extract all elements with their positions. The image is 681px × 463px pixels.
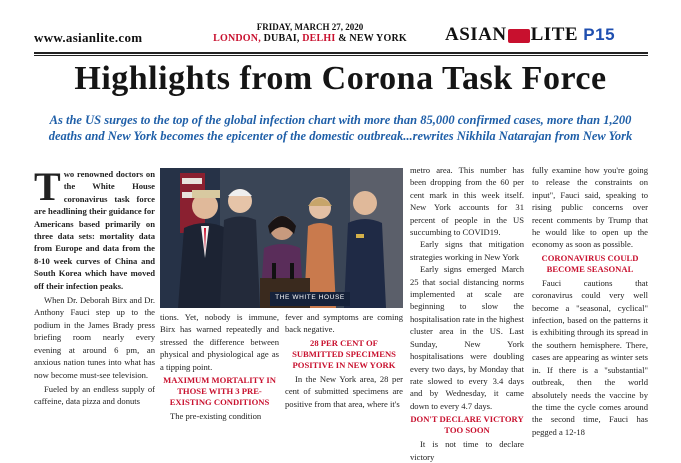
page-number: P15	[583, 25, 616, 44]
article-deck: As the US surges to the top of the global infection chart with more than 85,000 confirmed cases, more than 1,200 deaths and New York becomes the epicenter of the domestic outbreak...rewrites Nikhila Natarajan from New York	[48, 113, 633, 143]
city-delhi: DELHI	[302, 33, 336, 44]
city-ampersand: &	[338, 33, 347, 44]
logo-text-asian: ASIAN	[445, 24, 507, 45]
paragraph: When Dr. Deborah Birx and Dr. Anthony Fauci step up to the podium in the James Brady press briefing room nearly every evening at around 6 pm, an anxious nation tunes into what has now become must-see television.	[34, 295, 155, 380]
subhead-victory: DON'T DECLARE VICTORY TOO SOON	[410, 414, 524, 436]
asianlite-logo[interactable]	[445, 24, 615, 46]
lede-paragraph	[34, 164, 155, 292]
column-5	[532, 164, 648, 438]
city-new-york: NEW YORK	[349, 33, 407, 44]
issue-date: FRIDAY, MARCH 27, 2020	[256, 22, 364, 32]
city-dubai: DUBAI,	[263, 33, 300, 44]
paragraph: The pre-existing condition	[170, 411, 262, 422]
column-4	[410, 164, 524, 463]
column-2	[160, 311, 279, 422]
photo-illustration	[160, 168, 403, 308]
subhead-specimens: 28 PER CENT OF SUBMITTED SPECIMENS POSITIVE IN NEW YORK	[292, 337, 396, 370]
edition-cities	[200, 33, 420, 44]
press-briefing-photo	[160, 168, 403, 308]
paragraph: Early signs that mitigation strategies working in New York	[410, 239, 524, 262]
subhead-seasonal: CORONAVIRUS COULD BECOME SEASONAL	[541, 252, 639, 274]
paragraph: In the New York area, 28 per cent of submitted specimens are positive from that area, where it's	[285, 373, 403, 409]
dateline	[200, 22, 420, 44]
city-london: LONDON,	[213, 33, 261, 44]
drop-cap: T	[34, 164, 61, 209]
masthead-rule	[34, 52, 648, 54]
logo-text-lite: LITE	[530, 24, 579, 45]
paragraph: Fauci cautions that coronavirus could very well become a "seasonal, cyclical" infection, based on the patterns it is exhibiting through its spread in the southern hemisphere. There, cases are appearing as winter sets in. If there is a "substantial" outbreak, then the world absolutely needs the vaccine by the time the cycle comes around the second time, Fauci has pegged a 12-18	[532, 277, 648, 437]
flag-icon	[508, 29, 530, 43]
column-1	[34, 164, 155, 408]
paragraph: Fueled by an endless supply of caffeine, data pizza and donuts	[34, 383, 155, 407]
paragraph: metro area. This number has been dropping from the 60 per cent mark in this week itself. New York accounts for 31 percent of people in the US succumbing to COVID19.	[410, 165, 524, 238]
paragraph: It is not time to declare victory	[410, 439, 524, 462]
paragraph: fully examine how you're going to release the constraints on input", Fauci said, speaking to rising public concerns over recent comments by Trump that he would like to open up the economy as soon as possible.	[532, 165, 648, 250]
lede-text: wo renowned doctors on the White House coronavirus task force are headlining their guidance for Americans based primarily on three data sets: mortality data from Europe and data from the 8-10 week curves of China and South Korea which have moved off their infection peaks.	[34, 169, 155, 291]
paragraph: fever and symptoms are coming back negative.	[285, 312, 403, 335]
paragraph: Early signs emerged March 25 that social distancing norms implemented at scale are beginning to slow the hospitalisation rate in the highest cluster area in the US. Last Sunday, New York hospitalisations were doubling every two days, by Monday that rate slowed to every 3.4 days and by Wednesday, it came down to every 4.7 days.	[410, 264, 524, 411]
column-3	[285, 311, 403, 410]
article-headline: Highlights from Corona Task Force	[74, 60, 607, 97]
website-url[interactable]: www.asianlite.com	[34, 30, 143, 45]
masthead-rule-thin	[34, 55, 648, 56]
photo-caption: THE WHITE HOUSE	[275, 294, 345, 301]
subhead-mortality: MAXIMUM MORTALITY IN THOSE WITH 3 PRE-EXISTING CONDITIONS	[163, 375, 276, 408]
paragraph: tions. Yet, nobody is immune, Birx has warned repeatedly and stressed the difference between physical and physiological age as a tipping point.	[160, 312, 279, 372]
